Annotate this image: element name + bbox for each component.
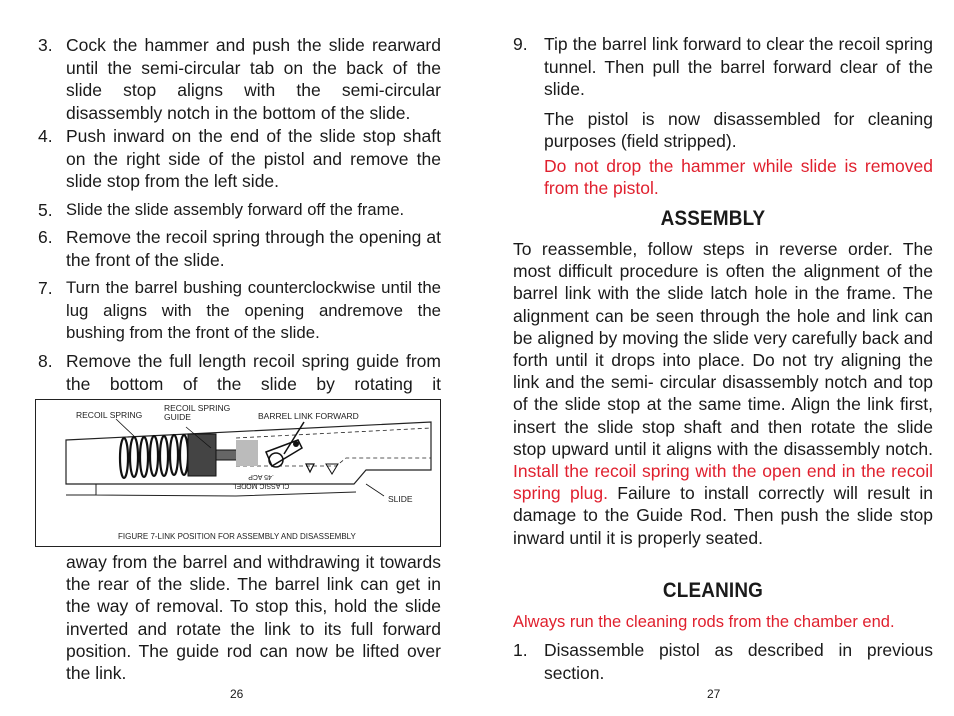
step-text: Slide the slide assembly forward off the frame.	[66, 201, 405, 219]
step-text: Tip the barrel link forward to clear the recoil spring tunnel. Then pull the barrel forward clear of the slide.	[544, 34, 933, 99]
assembly-heading: ASSEMBLY	[660, 207, 766, 230]
step-number: 4.	[38, 126, 53, 146]
step-text: Turn the barrel bushing counterclockwise until the lug aligns with the opening andremove the bushing from the front of the slide.	[66, 278, 441, 342]
figure-caption: FIGURE 7-LINK POSITION FOR ASSEMBLY AND DISASSEMBLY	[118, 532, 356, 541]
step-8-continued: away from the barrel and withdrawing it towards the rear of the slide. The barrel link can get in the way of removal. To stop this, hold the slide inverted and rotate the link to its full forward position. The guide rod can now be lifted over the link.	[66, 552, 441, 684]
cleaning-step-1	[513, 639, 933, 684]
assembly-paragraph	[513, 238, 933, 549]
step-8	[38, 350, 441, 395]
cleaning-heading: CLEANING	[662, 579, 764, 602]
recoil-spring	[120, 435, 188, 478]
step-number: 5.	[38, 200, 53, 220]
assembly-text-2: Failure to install correctly will result in damage to the Guide Rod. Then push the slide stop inward until it is properly seated.	[513, 483, 933, 548]
assembly-text-1: To reassemble, follow steps in reverse order. The most difficult procedure is often the alignment of the barrel link with the slide latch hole in the frame. The alignment can be seen through the hole and link can be aligned by moving the slide very carefully back and forth until it drops into place. Do not try aligning the link and the semi- circular disassembly notch and top of the slide stop at the same time. Align the link first, insert the slide stop shaft and then rotate the slide stop upward until it aligns with the disassembly notch.	[513, 239, 933, 459]
label-barrel-link-forward: BARREL LINK FORWARD	[258, 411, 359, 421]
slide-engraving: CLASSIC MODEL .45 ACP	[232, 473, 290, 489]
step-text: Remove the full length recoil spring guide from the bottom of the slide by rotating it	[66, 351, 441, 394]
step-3	[38, 34, 441, 124]
field-stripped-note: The pistol is now disassembled for cleaning purposes (field stripped).	[544, 109, 933, 152]
step-text: Cock the hammer and push the slide rearward until the semi-circular tab on the back of the slide stop aligns with the semi-circular disassembly notch in the bottom of the slide.	[66, 35, 441, 123]
step-6	[38, 226, 441, 271]
step-number: 9.	[513, 34, 528, 54]
step-number: 6.	[38, 227, 53, 247]
label-recoil-spring: RECOIL SPRING	[76, 410, 143, 420]
step-text: Remove the recoil spring through the opening at the front of the slide.	[66, 227, 441, 270]
warning-note: Do not drop the hammer while slide is removed from the pistol.	[544, 156, 933, 199]
step-9	[513, 33, 933, 101]
label-slide: SLIDE	[388, 494, 413, 504]
figure-7	[35, 399, 441, 547]
cleaning-note: Always run the cleaning rods from the chamber end.	[513, 613, 895, 631]
assembly-text-red: Install the recoil spring with the open end in the recoil spring plug.	[513, 461, 933, 504]
page-number: 27	[707, 687, 721, 701]
label-recoil-spring-guide: RECOIL SPRING GUIDE	[164, 403, 231, 422]
step-5	[38, 199, 441, 222]
step-number: 8.	[38, 351, 53, 371]
step-number: 1.	[513, 640, 528, 660]
right-page	[477, 0, 954, 716]
step-number: 7.	[38, 278, 53, 298]
page-number: 26	[230, 687, 244, 701]
step-text: Disassemble pistol as described in previous section.	[544, 640, 933, 683]
step-4	[38, 125, 441, 193]
step-text: Push inward on the end of the slide stop shaft on the right side of the pistol and remove the slide stop from the left side.	[66, 126, 441, 191]
step-number: 3.	[38, 35, 53, 55]
step-7	[38, 277, 441, 345]
